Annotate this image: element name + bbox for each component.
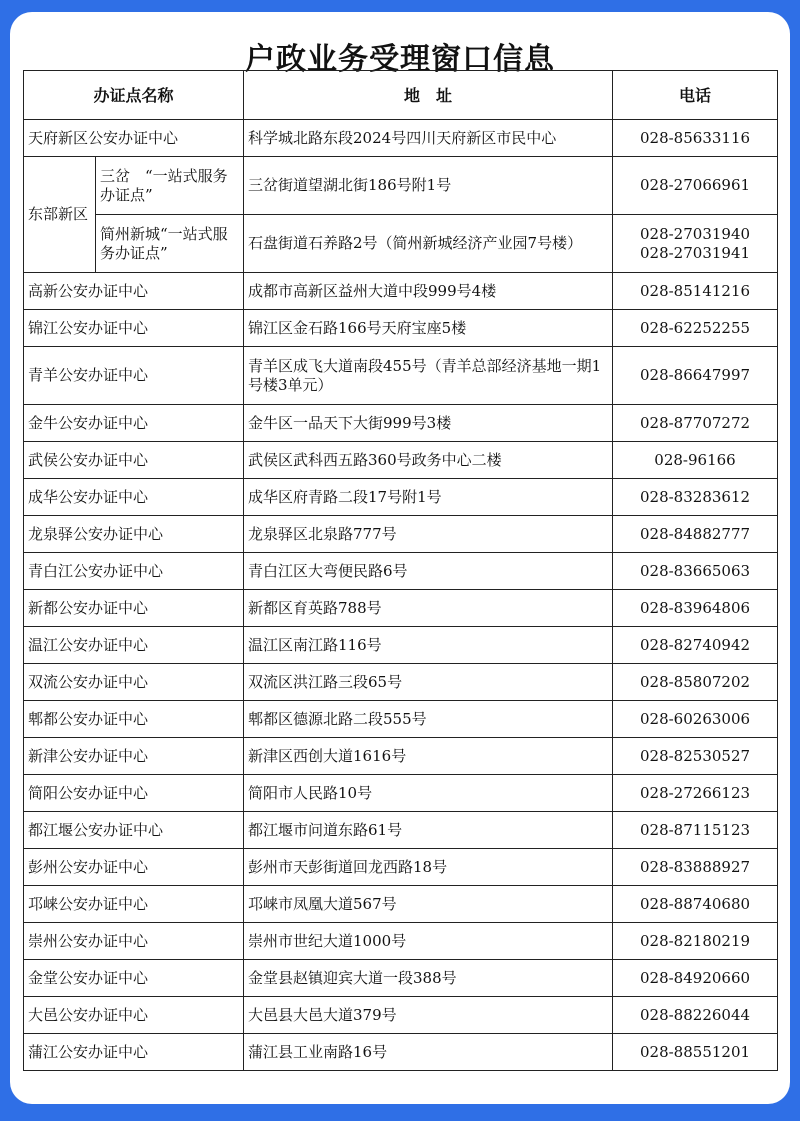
office-phone: 028-83888927 — [613, 849, 778, 886]
header-phone: 电话 — [613, 71, 778, 120]
office-name: 郫都公安办证中心 — [24, 701, 244, 738]
office-phone: 028-88740680 — [613, 886, 778, 923]
office-address: 彭州市天彭街道回龙西路18号 — [244, 849, 613, 886]
header-name: 办证点名称 — [24, 71, 244, 120]
table-row — [24, 849, 778, 886]
table-row — [24, 405, 778, 442]
office-phone: 028-83665063 — [613, 553, 778, 590]
office-phone: 028-87115123 — [613, 812, 778, 849]
office-address: 石盘街道石养路2号（简州新城经济产业园7号楼） — [244, 215, 613, 273]
table-row — [24, 310, 778, 347]
office-phone: 028-27266123 — [613, 775, 778, 812]
table-row — [24, 442, 778, 479]
office-phone: 028-88226044 — [613, 997, 778, 1034]
office-phone-2: 028-27031941 — [639, 243, 751, 262]
office-phone: 028-87707272 — [613, 405, 778, 442]
office-name: 青羊公安办证中心 — [24, 347, 244, 405]
office-address: 新都区育英路788号 — [244, 590, 613, 627]
office-address: 都江堰市问道东路61号 — [244, 812, 613, 849]
office-address: 青白江区大弯便民路6号 — [244, 553, 613, 590]
office-name: 锦江公安办证中心 — [24, 310, 244, 347]
office-address: 新津区西创大道1616号 — [244, 738, 613, 775]
page-title: 户政业务受理窗口信息 — [245, 42, 555, 77]
office-name: 天府新区公安办证中心 — [24, 120, 244, 157]
office-phone-1: 028-27031940 — [639, 224, 751, 243]
office-address: 金牛区一品天下大街999号3楼 — [244, 405, 613, 442]
office-name: 彭州公安办证中心 — [24, 849, 244, 886]
office-address: 锦江区金石路166号天府宝座5楼 — [244, 310, 613, 347]
office-phone: 028-88551201 — [613, 1034, 778, 1071]
office-address: 三岔街道望湖北街186号附1号 — [244, 157, 613, 215]
office-name: 武侯公安办证中心 — [24, 442, 244, 479]
office-phone: 028-62252255 — [613, 310, 778, 347]
office-address: 大邑县大邑大道379号 — [244, 997, 613, 1034]
info-card — [10, 12, 790, 1104]
office-phone: 028-85141216 — [613, 273, 778, 310]
table-row — [24, 157, 778, 215]
table-row — [24, 664, 778, 701]
table-row — [24, 516, 778, 553]
table-row — [24, 923, 778, 960]
office-address: 郫都区德源北路二段555号 — [244, 701, 613, 738]
table-row — [24, 627, 778, 664]
office-phone: 028-83283612 — [613, 479, 778, 516]
office-name: 蒲江公安办证中心 — [24, 1034, 244, 1071]
group-name: 东部新区 — [24, 157, 96, 273]
office-phone: 028-83964806 — [613, 590, 778, 627]
office-name: 都江堰公安办证中心 — [24, 812, 244, 849]
office-name: 邛崃公安办证中心 — [24, 886, 244, 923]
office-address: 成华区府青路二段17号附1号 — [244, 479, 613, 516]
office-address: 武侯区武科西五路360号政务中心二楼 — [244, 442, 613, 479]
table-row — [24, 738, 778, 775]
table-row — [24, 775, 778, 812]
office-address: 邛崃市凤凰大道567号 — [244, 886, 613, 923]
office-address: 蒲江县工业南路16号 — [244, 1034, 613, 1071]
office-phone: 028-27066961 — [613, 157, 778, 215]
office-name: 新津公安办证中心 — [24, 738, 244, 775]
office-address: 青羊区成飞大道南段455号（青羊总部经济基地一期1号楼3单元） — [244, 347, 613, 405]
office-table — [23, 70, 778, 1071]
table-row — [24, 960, 778, 997]
office-name: 简阳公安办证中心 — [24, 775, 244, 812]
office-address: 成都市高新区益州大道中段999号4楼 — [244, 273, 613, 310]
table-row — [24, 215, 778, 273]
table-row — [24, 479, 778, 516]
office-phone: 028-82530527 — [613, 738, 778, 775]
office-address: 双流区洪江路三段65号 — [244, 664, 613, 701]
table-row — [24, 701, 778, 738]
office-name: 新都公安办证中心 — [24, 590, 244, 627]
table-row — [24, 1034, 778, 1071]
office-phone: 028-84882777 — [613, 516, 778, 553]
office-address: 金堂县赵镇迎宾大道一段388号 — [244, 960, 613, 997]
office-name: 大邑公安办证中心 — [24, 997, 244, 1034]
office-phone: 028-85807202 — [613, 664, 778, 701]
office-name: 三岔 “一站式服务办证点” — [96, 157, 244, 215]
office-phone: 028-84920660 — [613, 960, 778, 997]
table-row — [24, 553, 778, 590]
office-name: 金牛公安办证中心 — [24, 405, 244, 442]
office-address: 温江区南江路116号 — [244, 627, 613, 664]
office-phone — [613, 215, 778, 273]
office-name: 温江公安办证中心 — [24, 627, 244, 664]
office-name: 金堂公安办证中心 — [24, 960, 244, 997]
table-row — [24, 273, 778, 310]
office-name: 龙泉驿公安办证中心 — [24, 516, 244, 553]
table-row — [24, 997, 778, 1034]
office-phone: 028-86647997 — [613, 347, 778, 405]
office-address: 龙泉驿区北泉路777号 — [244, 516, 613, 553]
office-name: 高新公安办证中心 — [24, 273, 244, 310]
table-row — [24, 886, 778, 923]
office-name: 崇州公安办证中心 — [24, 923, 244, 960]
office-name: 成华公安办证中心 — [24, 479, 244, 516]
office-phone: 028-85633116 — [613, 120, 778, 157]
office-phone: 028-82740942 — [613, 627, 778, 664]
office-name: 简州新城“一站式服务办证点” — [96, 215, 244, 273]
office-address: 崇州市世纪大道1000号 — [244, 923, 613, 960]
table-row — [24, 347, 778, 405]
office-phone: 028-82180219 — [613, 923, 778, 960]
office-phone: 028-60263006 — [613, 701, 778, 738]
office-address: 科学城北路东段2024号四川天府新区市民中心 — [244, 120, 613, 157]
office-name: 双流公安办证中心 — [24, 664, 244, 701]
table-row — [24, 590, 778, 627]
office-name: 青白江公安办证中心 — [24, 553, 244, 590]
table-row — [24, 812, 778, 849]
office-address: 简阳市人民路10号 — [244, 775, 613, 812]
office-phone: 028-96166 — [613, 442, 778, 479]
table-row — [24, 120, 778, 157]
header-address: 地 址 — [244, 71, 613, 120]
